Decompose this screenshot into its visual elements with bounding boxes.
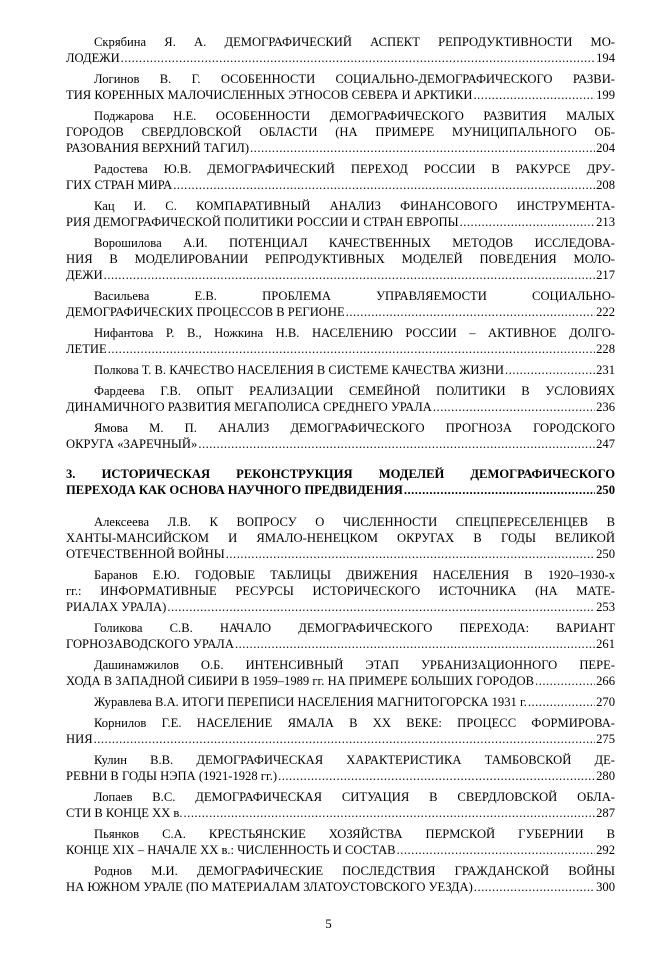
toc-entry[interactable] [66, 752, 615, 784]
dot-leader [397, 842, 596, 858]
toc-entry-line: РИЯ ДЕМОГРАФИЧЕСКОЙ ПОЛИТИКИ РОССИИ И СТРАН ЕВРОПЫ [66, 215, 459, 229]
toc-entry-line: СТИ В КОНЦЕ ХХ в. [66, 806, 183, 820]
toc-page-number: 300 [596, 880, 615, 894]
toc-list-section-3 [66, 514, 615, 895]
toc-entry-line: Голикова С.В. НАЧАЛО ДЕМОГРАФИЧЕСКОГО ПЕРЕХОДА: ВАРИАНТ [94, 621, 615, 635]
dot-leader [433, 399, 595, 415]
toc-entry-line: Кулин В.В. ДЕМОГРАФИЧЕСКАЯ ХАРАКТЕРИСТИКА ТАМБОВСКОЙ ДЕ- [94, 753, 615, 767]
dot-leader [235, 636, 595, 652]
toc-entry-line: Алексеева Л.В. К ВОПРОСУ О ЧИСЛЕННОСТИ СПЕЦПЕРЕСЕЛЕНЦЕВ В [94, 515, 615, 529]
toc-page-number: 261 [596, 637, 615, 651]
dot-leader [104, 267, 595, 283]
toc-entry-line: Полкова Т. В. КАЧЕСТВО НАСЕЛЕНИЯ В СИСТЕМЕ КАЧЕСТВА ЖИЗНИ [94, 363, 505, 377]
dot-leader [460, 214, 596, 230]
dot-leader [528, 694, 595, 710]
toc-entry-line: ЛЕТИЕ [66, 342, 107, 356]
toc-entry-line: ПЕРЕХОДА КАК ОСНОВА НАУЧНОГО ПРЕДВИДЕНИЯ [66, 483, 403, 497]
dot-leader [108, 341, 595, 357]
toc-entry-last-line [66, 731, 615, 747]
toc-entry-last-line [66, 177, 615, 193]
toc-entry[interactable] [66, 694, 615, 710]
toc-entry-last-line [66, 362, 615, 378]
toc-entry-last-line [66, 768, 615, 784]
toc-entry-line: Пьянков С.А. КРЕСТЬЯНСКИЕ ХОЗЯЙСТВА ПЕРМСКОЙ ГУБЕРНИИ В [94, 827, 615, 841]
toc-entry[interactable] [66, 108, 615, 156]
toc-page-number: 194 [596, 51, 615, 65]
toc-entry-line: гг.: ИНФОРМАТИВНЫЕ РЕСУРСЫ ИСТОРИЧЕСКОГО ИСТОЧНИКА (НА МАТЕ- [66, 584, 615, 598]
toc-entry[interactable] [66, 383, 615, 415]
toc-entry-line: ГОРНОЗАВОДСКОГО УРАЛА [66, 637, 234, 651]
toc-page-number: 208 [596, 178, 615, 192]
toc-entry-last-line [66, 599, 615, 615]
dot-leader [346, 304, 595, 320]
toc-entry-last-line [66, 87, 615, 103]
toc-entry-last-line [66, 636, 615, 652]
toc-page-number: 253 [596, 600, 615, 614]
toc-entry-line: ЛОДЕЖИ [66, 51, 120, 65]
toc-entry-line: Фардеева Г.В. ОПЫТ РЕАЛИЗАЦИИ СЕМЕЙНОЙ ПОЛИТИКИ В УСЛОВИЯХ [94, 384, 615, 398]
dot-leader [167, 599, 595, 615]
toc-entry-line: ОТЕЧЕСТВЕННОЙ ВОЙНЫ [66, 547, 225, 561]
toc-entry[interactable] [66, 715, 615, 747]
toc-page-number: 236 [596, 400, 615, 414]
toc-entry-line: 3. ИСТОРИЧЕСКАЯ РЕКОНСТРУКЦИЯ МОДЕЛЕЙ ДЕМОГРАФИЧЕСКОГО [66, 467, 615, 481]
toc-entry-line: Скрябина Я. А. ДЕМОГРАФИЧЕСКИЙ АСПЕКТ РЕПРОДУКТИВНОСТИ МО- [94, 35, 615, 49]
toc-entry-line: ОКРУГА «ЗАРЕЧНЫЙ» [66, 437, 198, 451]
dot-leader [278, 768, 595, 784]
toc-entry[interactable] [66, 514, 615, 562]
toc-entry[interactable] [66, 325, 615, 357]
toc-entry-line: НА ЮЖНОМ УРАЛЕ (ПО МАТЕРИАЛАМ ЗЛАТОУСТОВСКОГО УЕЗДА) [66, 880, 473, 894]
toc-entry-last-line [66, 842, 615, 858]
toc-entry-last-line [66, 805, 615, 821]
toc-entry-last-line [66, 546, 615, 562]
toc-entry-line: Ворошилова А.И. ПОТЕНЦИАЛ КАЧЕСТВЕННЫХ МЕТОДОВ ИССЛЕДОВА- [94, 236, 615, 250]
dot-leader [94, 731, 596, 747]
toc-list-section-2-end [66, 34, 615, 452]
toc-entry-last-line [66, 673, 615, 689]
toc-entry[interactable] [66, 362, 615, 378]
toc-entry-line: ГИХ СТРАН МИРА [66, 178, 173, 192]
dot-leader [505, 362, 595, 378]
toc-entry-last-line [66, 879, 615, 895]
toc-entry-line: Роднов М.И. ДЕМОГРАФИЧЕСКИЕ ПОСЛЕДСТВИЯ ГРАЖДАНСКОЙ ВОЙНЫ [94, 864, 615, 878]
toc-entry-line: Ямова М. П. АНАЛИЗ ДЕМОГРАФИЧЕСКОГО ПРОГНОЗА ГОРОДСКОГО [94, 421, 615, 435]
toc-entry-line: РАЗОВАНИЯ ВЕРХНИЙ ТАГИЛ) [66, 141, 250, 155]
toc-entry[interactable] [66, 34, 615, 66]
toc-entry[interactable] [66, 161, 615, 193]
dot-leader [226, 546, 595, 562]
toc-entry[interactable] [66, 198, 615, 230]
toc-entry-line: Кац И. С. КОМПАРАТИВНЫЙ АНАЛИЗ ФИНАНСОВОГО ИНСТРУМЕНТА- [94, 199, 615, 213]
toc-entry-line: Васильева Е.В. ПРОБЛЕМА УПРАВЛЯЕМОСТИ СОЦИАЛЬНО- [94, 289, 615, 303]
toc-entry-last-line [66, 304, 615, 320]
dot-leader [474, 87, 596, 103]
toc-entry-line: НИЯ В МОДЕЛИРОВАНИИ РЕПРОДУКТИВНЫХ МОДЕЛЕЙ ПОВЕДЕНИЯ МОЛО- [66, 252, 615, 266]
toc-entry-line: РЕВНИ В ГОДЫ НЭПА (1921-1928 гг.) [66, 769, 278, 783]
toc-entry-last-line [66, 482, 615, 498]
toc-entry-line: НИЯ [66, 732, 93, 746]
toc-entry[interactable] [66, 71, 615, 103]
toc-entry-last-line [66, 267, 615, 283]
toc-entry-last-line [66, 694, 615, 710]
dot-leader [250, 140, 595, 156]
toc-entry[interactable] [66, 466, 615, 498]
toc-entry-line: ДЕМОГРАФИЧЕСКИХ ПРОЦЕССОВ В РЕГИОНЕ [66, 305, 345, 319]
toc-entry-line: ТИЯ КОРЕННЫХ МАЛОЧИСЛЕННЫХ ЭТНОСОВ СЕВЕРА И АРКТИКИ [66, 88, 473, 102]
toc-page-number: 250 [596, 547, 615, 561]
toc-entry[interactable] [66, 420, 615, 452]
toc-entry-last-line [66, 399, 615, 415]
toc-entry-line: ХОДА В ЗАПАДНОЙ СИБИРИ В 1959–1989 гг. НА ПРИМЕРЕ БОЛЬШИХ ГОРОДОВ [66, 674, 535, 688]
toc-page-number: 213 [596, 215, 615, 229]
toc-page-number: 275 [596, 732, 615, 746]
toc-entry-last-line [66, 50, 615, 66]
toc-entry[interactable] [66, 620, 615, 652]
dot-leader [535, 673, 595, 689]
toc-entry[interactable] [66, 567, 615, 615]
toc-entry-line: Дашинамжилов О.Б. ИНТЕНСИВНЫЙ ЭТАП УРБАНИЗАЦИОННОГО ПЕРЕ- [94, 658, 615, 672]
table-of-contents [66, 34, 615, 895]
toc-page-number: 250 [596, 483, 615, 497]
dot-leader [121, 50, 595, 66]
toc-entry-line: Радостева Ю.В. ДЕМОГРАФИЧЕСКИЙ ПЕРЕХОД РОССИИ В РАКУРСЕ ДРУ- [94, 162, 615, 176]
toc-entry-line: РИАЛАХ УРАЛА) [66, 600, 167, 614]
toc-entry-line: Поджарова Н.Е. ОСОБЕННОСТИ ДЕМОГРАФИЧЕСКОГО РАЗВИТИЯ МАЛЫХ [94, 109, 615, 123]
toc-entry[interactable] [66, 826, 615, 858]
toc-entry[interactable] [66, 288, 615, 320]
dot-leader [173, 177, 595, 193]
toc-entry-last-line [66, 214, 615, 230]
dot-leader [184, 805, 596, 821]
toc-entry-line: Нифантова Р. В., Ножкина Н.В. НАСЕЛЕНИЮ РОССИИ – АКТИВНОЕ ДОЛГО- [94, 326, 615, 340]
toc-entry[interactable] [66, 657, 615, 689]
dot-leader [404, 482, 595, 498]
toc-page-number: 199 [596, 88, 615, 102]
page-number: 5 [325, 916, 332, 931]
toc-page-number: 217 [596, 268, 615, 282]
toc-page-number: 228 [596, 342, 615, 356]
toc-entry-line: Логинов В. Г. ОСОБЕННОСТИ СОЦИАЛЬНО-ДЕМОГРАФИЧЕСКОГО РАЗВИ- [94, 72, 615, 86]
toc-entry-line: ГОРОДОВ СВЕРДЛОВСКОЙ ОБЛАСТИ (НА ПРИМЕРЕ МУНИЦИПАЛЬНОГО ОБ- [66, 125, 615, 139]
section-heading-3 [66, 466, 615, 498]
toc-entry[interactable] [66, 235, 615, 283]
toc-page-number: 247 [596, 437, 615, 451]
toc-entry-line: Журавлева В.А. ИТОГИ ПЕРЕПИСИ НАСЕЛЕНИЯ МАГНИТОГОРСКА 1931 г. [94, 695, 527, 709]
toc-entry[interactable] [66, 863, 615, 895]
toc-page-number: 266 [596, 674, 615, 688]
dot-leader [474, 879, 595, 895]
toc-entry-line: КОНЦЕ XIX – НАЧАЛЕ ХХ в.: ЧИСЛЕННОСТЬ И СОСТАВ [66, 843, 396, 857]
toc-page-number: 292 [596, 843, 615, 857]
toc-page-number: 231 [596, 363, 615, 377]
toc-entry-line: Корнилов Г.Е. НАСЕЛЕНИЕ ЯМАЛА В ХХ ВЕКЕ: ПРОЦЕСС ФОРМИРОВА- [94, 716, 615, 730]
toc-entry-line: ДЕЖИ [66, 268, 103, 282]
toc-entry[interactable] [66, 789, 615, 821]
toc-page-number: 287 [596, 806, 615, 820]
toc-entry-last-line [66, 341, 615, 357]
dot-leader [198, 436, 595, 452]
toc-entry-line: ДИНАМИЧНОГО РАЗВИТИЯ МЕГАПОЛИСА СРЕДНЕГО УРАЛА [66, 400, 432, 414]
toc-page-number: 204 [596, 141, 615, 155]
toc-page-number: 270 [596, 695, 615, 709]
toc-entry-last-line [66, 140, 615, 156]
toc-entry-line: Лопаев В.С. ДЕМОГРАФИЧЕСКАЯ СИТУАЦИЯ В СВЕРДЛОВСКОЙ ОБЛА- [94, 790, 615, 804]
toc-page-number: 222 [596, 305, 615, 319]
toc-page-number: 280 [596, 769, 615, 783]
toc-entry-last-line [66, 436, 615, 452]
toc-entry-line: ХАНТЫ-МАНСИЙСКОМ И ЯМАЛО-НЕНЕЦКОМ ОКРУГАХ В ГОДЫ ВЕЛИКОЙ [66, 531, 615, 545]
toc-entry-line: Баранов Е.Ю. ГОДОВЫЕ ТАБЛИЦЫ ДВИЖЕНИЯ НАСЕЛЕНИЯ В 1920–1930-х [94, 568, 615, 582]
